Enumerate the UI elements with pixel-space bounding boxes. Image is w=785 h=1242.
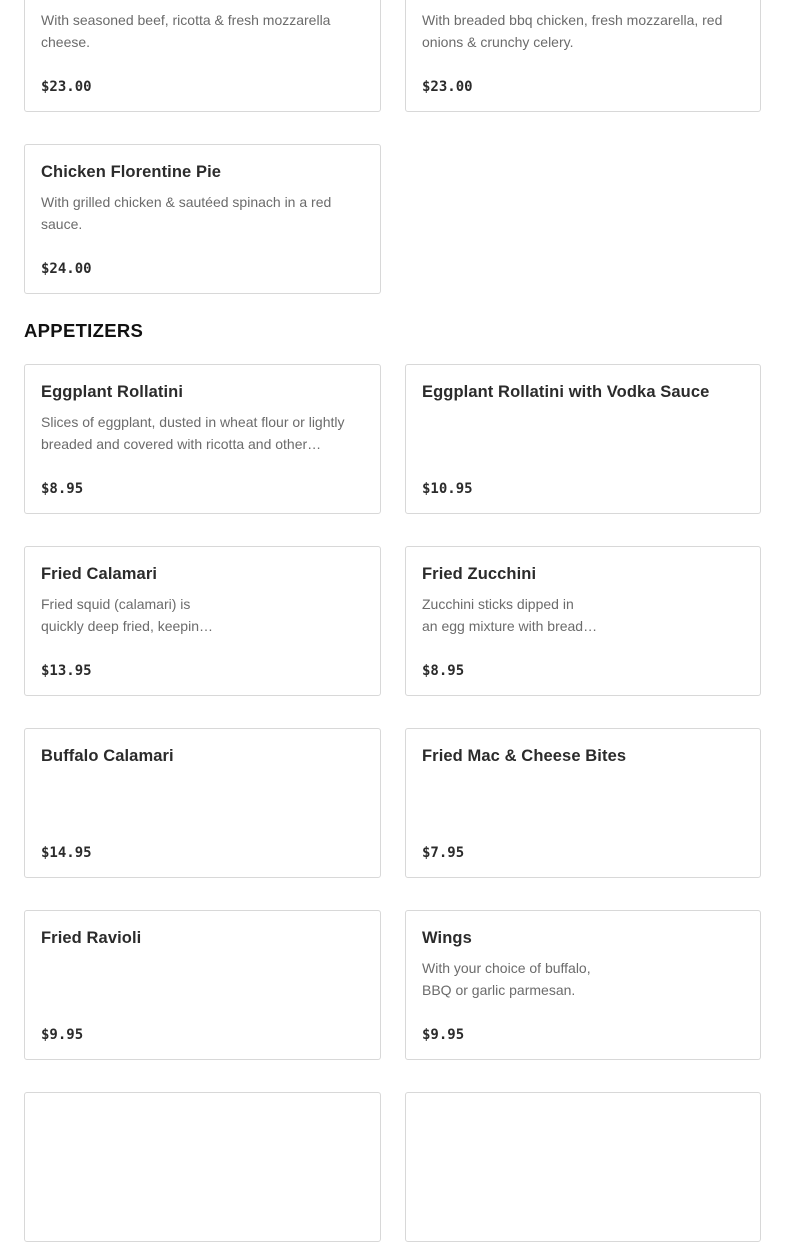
item-price: $8.95 bbox=[41, 481, 84, 497]
item-price: $23.00 bbox=[41, 79, 92, 95]
item-price: $24.00 bbox=[41, 261, 92, 277]
menu-item-card[interactable] bbox=[405, 910, 761, 1060]
menu-item-card[interactable] bbox=[24, 0, 381, 112]
item-description: Fried squid (calamari) is quickly deep fried, keepin… bbox=[41, 596, 213, 634]
item-name: Buffalo Calamari bbox=[41, 747, 174, 765]
item-price: $23.00 bbox=[422, 79, 473, 95]
menu-item-card[interactable] bbox=[24, 144, 381, 294]
item-description: Zucchini sticks dipped in an egg mixture with bread… bbox=[422, 596, 598, 634]
item-name: Fried Calamari bbox=[41, 565, 158, 583]
menu-item-card-partial[interactable] bbox=[24, 1092, 381, 1242]
menu-item-card-partial[interactable] bbox=[405, 1092, 761, 1242]
item-price: $7.95 bbox=[422, 845, 465, 861]
menu-item-card[interactable] bbox=[405, 728, 761, 878]
menu-item-card[interactable] bbox=[405, 364, 761, 514]
item-description: With seasoned beef, ricotta & fresh mozzarella cheese. bbox=[41, 12, 331, 50]
menu-item-card[interactable] bbox=[24, 728, 381, 878]
menu-item-card[interactable] bbox=[24, 546, 381, 696]
pies-grid bbox=[24, 0, 761, 294]
item-description: Slices of eggplant, dusted in wheat flour or lightly breaded and covered with ricotta and other… bbox=[41, 414, 345, 452]
menu-item-card[interactable] bbox=[405, 0, 761, 112]
menu-item-card[interactable] bbox=[24, 364, 381, 514]
item-description: With breaded bbq chicken, fresh mozzarella, red onions & crunchy celery. bbox=[422, 12, 723, 50]
item-description: With grilled chicken & sautéed spinach in a red sauce. bbox=[41, 194, 332, 232]
item-name: Wings bbox=[422, 929, 472, 947]
item-price: $8.95 bbox=[422, 663, 465, 679]
item-price: $9.95 bbox=[422, 1027, 465, 1043]
menu-item-card[interactable] bbox=[24, 910, 381, 1060]
item-price: $9.95 bbox=[41, 1027, 84, 1043]
item-name: Eggplant Rollatini with Vodka Sauce bbox=[422, 383, 710, 401]
item-price: $14.95 bbox=[41, 845, 92, 861]
section-title-appetizers: APPETIZERS bbox=[24, 320, 144, 341]
item-price: $10.95 bbox=[422, 481, 473, 497]
item-name: Chicken Florentine Pie bbox=[41, 163, 222, 181]
item-name: Fried Ravioli bbox=[41, 929, 142, 947]
appetizers-grid bbox=[24, 364, 761, 1242]
item-description: With your choice of buffalo, BBQ or garlic parmesan. bbox=[422, 960, 591, 998]
item-price: $13.95 bbox=[41, 663, 92, 679]
item-name: Eggplant Rollatini bbox=[41, 383, 184, 401]
item-name: Fried Mac & Cheese Bites bbox=[422, 747, 627, 765]
menu-item-card[interactable] bbox=[405, 546, 761, 696]
item-name: Fried Zucchini bbox=[422, 565, 537, 583]
